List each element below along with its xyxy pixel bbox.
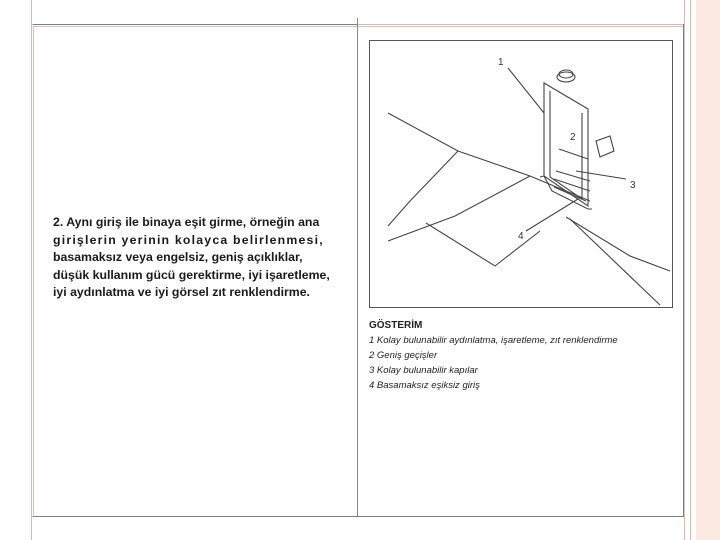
- entrance-lamp: [557, 72, 575, 82]
- callout-label-4: 4: [518, 231, 524, 242]
- figure-legend: [369, 318, 679, 393]
- callout-label-2: 2: [570, 132, 576, 143]
- slide-frame-left: [31, 0, 32, 540]
- entrance-drawing: [370, 41, 672, 307]
- paragraph-line: basamaksız veya engelsiz, geniş açıklıklar,: [53, 250, 303, 265]
- paving-slab-left: [426, 223, 540, 266]
- legend-title: GÖSTERİM: [369, 320, 423, 331]
- entrance-lamp-top: [559, 70, 573, 78]
- legend-item: 2 Geniş geçişler: [369, 350, 438, 361]
- callout-leader-2: [559, 149, 588, 159]
- legend-item: 3 Kolay bulunabilir kapılar: [369, 365, 478, 376]
- slide-decor-strip: [696, 0, 720, 540]
- paragraph-line: 2. Aynı giriş ile binaya eşit girme, örneğin ana: [53, 215, 320, 229]
- paragraph-line: girişlerin yerinin kolayca belirlenmesi,: [53, 232, 324, 247]
- callout-leader-3: [576, 171, 626, 179]
- slide-frame-right-outer: [690, 0, 691, 540]
- ground-line-mid: [388, 176, 530, 241]
- paragraph-line: iyi aydınlatma ve iyi görsel zıt renklendirme.: [53, 285, 310, 300]
- callout-label-1: 1: [498, 57, 504, 68]
- body-paragraph: [53, 214, 340, 302]
- sign-plate: [596, 136, 614, 157]
- callout-leader-1: [508, 68, 544, 113]
- document-top-edge: [33, 24, 357, 25]
- column-divider: [357, 18, 358, 516]
- ground-line-left: [388, 151, 458, 226]
- callout-leader-4: [526, 199, 578, 231]
- document-bottom-edge: [33, 516, 683, 517]
- legend-item: 4 Basamaksız eşiksiz giriş: [369, 380, 480, 391]
- document-right-edge: [683, 24, 684, 517]
- paragraph-line: düşük kullanım gücü gerektirme, iyi işaretleme,: [53, 267, 330, 282]
- entrance-illustration: [369, 40, 673, 308]
- ground-line-back: [388, 113, 590, 201]
- legend-item: 1 Kolay bulunabilir aydınlatma, işaretleme, zıt renklendirme: [369, 335, 618, 346]
- ground-line-right: [566, 217, 670, 271]
- callout-label-3: 3: [630, 180, 636, 191]
